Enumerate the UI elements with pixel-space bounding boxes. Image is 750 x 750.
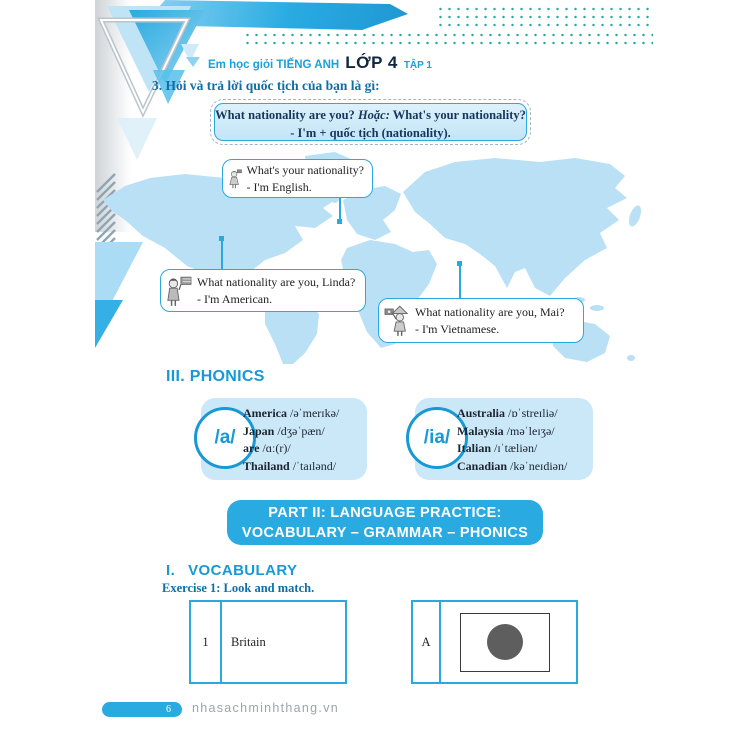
publisher-website: nhasachminhthang.vn [192,701,340,715]
book-title-grade: LỚP 4 [345,53,398,72]
phonics-word-row: America /əˈmerɪkə/ [243,406,340,420]
speech-bubble-english [222,159,373,198]
dot-pattern-top [436,5,654,30]
book-title-main: Em học giỏi TIẾNG ANH [208,59,340,71]
phonics-word-list [457,405,567,475]
phonics-word-row: Thailand /ˈtaɪlənd/ [243,458,337,473]
girl-character-icon [228,164,242,194]
phonics-group-ia [415,398,593,480]
match-item-picture [411,600,578,684]
vocabulary-heading: I. VOCABULARY [166,562,298,579]
bubble-question: What's your nationality? [246,163,364,177]
part-banner-line-1: PART II: LANGUAGE PRACTICE: [268,505,502,521]
bubble-answer: - I'm English. [246,179,312,194]
bubble-answer: - I'm Vietnamese. [415,321,500,336]
girl-with-conical-hat-flag-icon [384,305,410,337]
japan-flag-image [460,613,550,672]
match-number-cell: 1 [191,602,222,682]
phonics-word-row: Japan /dʒəˈpæn/ [243,423,325,438]
speech-bubble-vietnamese [378,298,584,343]
map-point-marker [337,219,342,224]
match-word-cell: Britain [231,634,266,649]
map-connector-line [221,238,223,270]
section-heading: 3. Hỏi và trả lời quốc tịch của bạn là gì: [152,78,380,93]
match-picture-cell [441,602,576,682]
dot-pattern-bottom [243,31,653,48]
title-triangle-icon [186,57,200,67]
map-point-marker [457,261,462,266]
match-letter-cell: A [413,602,441,682]
phonics-word-row: Malaysia /məˈleɪʒə/ [457,423,555,438]
map-point-marker [219,236,224,241]
phonics-word-row: are /ɑː(r)/ [243,441,291,455]
part-title-banner [227,500,543,545]
exercise-title: Exercise 1: Look and match. [162,581,315,595]
boy-with-flag-icon [166,275,192,307]
flag-circle [487,624,523,660]
map-connector-line [459,263,461,299]
part-banner-line-2: VOCABULARY – GRAMMAR – PHONICS [241,525,529,541]
page-number-badge: 6 [102,702,182,717]
rule-line-1: What nationality are you? Hoặc: What's your nationality? [215,108,526,122]
bubble-question: What nationality are you, Mai? [415,305,565,319]
phonics-word-list [243,405,339,475]
match-item-word [189,600,347,684]
phonics-symbol-badge: /a/ [194,407,256,469]
phonics-group-a [201,398,367,480]
bubble-question: What nationality are you, Linda? [197,275,356,289]
phonics-word-row: Italian /ɪˈtæliən/ [457,441,538,455]
phonics-word-row: Australia /ɒˈstreɪliə/ [457,406,558,420]
phonics-symbol-badge: /ia/ [406,407,468,469]
rule-line-2: - I'm + quốc tịch (nationality). [290,126,451,140]
grammar-rule-box [214,103,527,141]
phonics-heading: III. PHONICS [166,368,265,385]
speech-bubble-american [160,269,366,312]
bubble-answer: - I'm American. [197,291,273,306]
phonics-word-row: Canadian /kəˈneɪdiən/ [457,458,568,473]
book-title [208,53,432,73]
book-title-volume: TẬP 1 [403,60,432,71]
